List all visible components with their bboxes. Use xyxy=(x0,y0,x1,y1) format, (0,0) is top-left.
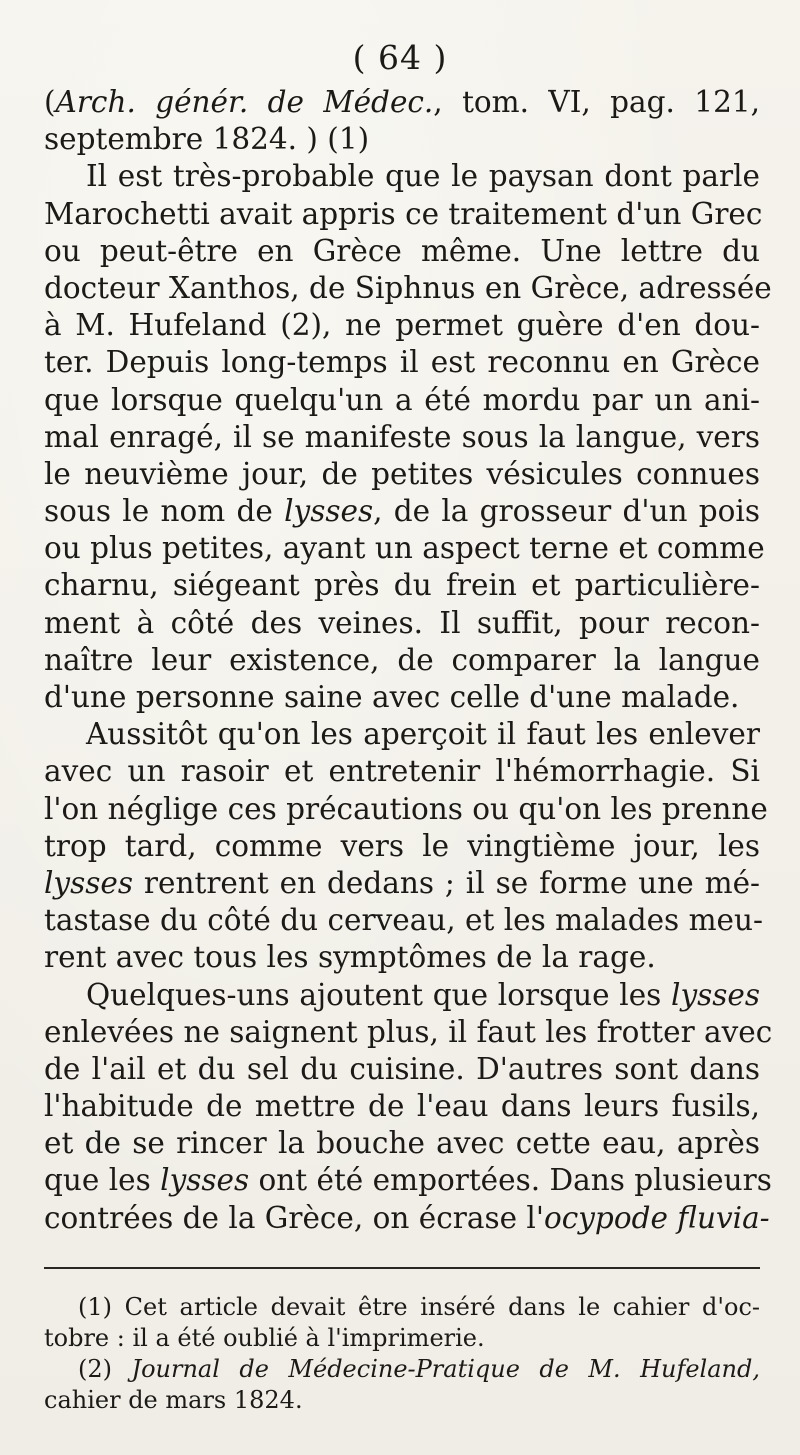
text-segment: d'une personne saine avec celle d'une malade. xyxy=(44,680,740,714)
text-line xyxy=(44,753,760,790)
footnote-line xyxy=(44,1323,760,1354)
text-segment: enlevées ne saignent plus, il faut les frotter avec xyxy=(44,1014,773,1049)
text-line xyxy=(44,493,760,530)
text-line xyxy=(44,1051,760,1088)
text-line xyxy=(44,158,760,195)
text-segment: docteur Xanthos, de Siphnus en Grèce, adressée xyxy=(44,270,772,305)
text-line xyxy=(44,344,760,381)
text-line xyxy=(44,567,760,604)
text-segment: (1) Cet article devait être inséré dans le cahier d'oc- xyxy=(78,1293,760,1321)
footnote-line xyxy=(44,1354,760,1385)
footnote-rule xyxy=(44,1267,760,1269)
text-line xyxy=(44,196,763,233)
text-line xyxy=(44,939,760,976)
text-segment: ter. Depuis long-temps il est reconnu en Grèce xyxy=(44,345,760,380)
text-segment: (2) xyxy=(78,1355,132,1383)
text-line xyxy=(44,791,768,828)
text-segment: naître leur existence, de comparer la langue xyxy=(44,642,760,677)
text-segment: Marochetti avait appris ce traitement d'un Grec xyxy=(44,196,763,231)
text-segment: , de la grosseur d'un pois xyxy=(373,494,761,529)
text-line xyxy=(44,419,760,456)
text-line xyxy=(44,1088,760,1125)
text-segment: de l'ail et du sel du cuisine. D'autres sont dans xyxy=(44,1051,760,1086)
italic-text: lysses xyxy=(160,1163,250,1198)
italic-text: lysses xyxy=(44,865,133,900)
text-line xyxy=(44,902,763,939)
footnote-line xyxy=(44,1292,760,1323)
italic-text: lysses xyxy=(284,494,374,529)
text-segment: que lorsque quelqu'un a été mordu par un ani- xyxy=(44,382,760,417)
text-segment: cahier de mars 1824. xyxy=(44,1386,303,1414)
text-line xyxy=(44,382,760,419)
page-number: ( 64 ) xyxy=(352,38,448,77)
text-line xyxy=(44,865,760,902)
footnote-line xyxy=(44,1385,760,1416)
text-line xyxy=(44,1200,770,1237)
text-line xyxy=(44,307,760,344)
text-segment: rentrent en dedans ; il se forme une mé- xyxy=(132,865,760,900)
text-line xyxy=(44,642,760,679)
text-segment: avec un rasoir et entretenir l'hémorrhagie. Si xyxy=(44,754,760,789)
italic-text: ocypode fluvia- xyxy=(543,1200,770,1235)
text-segment: septembre 1824. ) (1) xyxy=(44,122,370,157)
text-line xyxy=(44,716,760,753)
text-segment: contrées de la Grèce, on écrase l' xyxy=(44,1200,544,1235)
text-line xyxy=(44,977,760,1014)
italic-text: Arch. génér. de Médec. xyxy=(55,85,434,119)
italic-text: Journal de Médecine-Pratique de M. Hufeland, xyxy=(131,1355,760,1383)
text-segment: tobre : il a été oublié à l'imprimerie. xyxy=(44,1324,485,1352)
text-segment: ont été emportées. Dans plusieurs xyxy=(249,1163,772,1198)
text-segment: ment à côté des veines. Il suffit, pour recon- xyxy=(44,605,760,640)
text-line xyxy=(44,828,760,865)
text-segment: et de se rincer la bouche avec cette eau, après xyxy=(44,1126,760,1161)
text-line xyxy=(44,456,760,493)
italic-text: lysses xyxy=(671,977,760,1012)
text-segment: Aussitôt qu'on les aperçoit il faut les enlever xyxy=(86,717,760,752)
text-segment: trop tard, comme vers le vingtième jour, les xyxy=(44,828,760,863)
text-segment: que les xyxy=(44,1163,161,1198)
text-segment: le neuvième jour, de petites vésicules connues xyxy=(44,456,760,491)
text-segment: l'on néglige ces précautions ou qu'on les prenne xyxy=(44,791,768,826)
text-segment: l'habitude de mettre de l'eau dans leurs fusils, xyxy=(44,1089,760,1124)
body-text xyxy=(44,84,773,1237)
text-line xyxy=(44,84,760,121)
text-segment: charnu, siégeant près du frein et particulière- xyxy=(44,568,760,603)
text-segment: Quelques-uns ajoutent que lorsque les xyxy=(86,977,672,1012)
text-line xyxy=(44,1162,772,1199)
text-segment: mal enragé, il se manifeste sous la langue, vers xyxy=(44,419,760,454)
text-line xyxy=(44,679,760,716)
text-line xyxy=(44,270,772,307)
text-line xyxy=(44,1014,773,1051)
text-segment: à M. Hufeland (2), ne permet guère d'en dou- xyxy=(44,308,760,343)
text-segment: , tom. VI, pag. 121, xyxy=(433,85,760,119)
text-segment: ( xyxy=(44,85,56,119)
text-segment: rent avec tous les symptômes de la rage. xyxy=(44,940,656,975)
text-segment: sous le nom de xyxy=(44,494,285,529)
text-line xyxy=(44,121,760,158)
footnotes xyxy=(44,1292,760,1416)
text-line xyxy=(44,233,760,270)
text-line xyxy=(44,605,760,642)
text-line xyxy=(44,530,765,567)
text-segment: tastase du côté du cerveau, et les malades meu- xyxy=(44,903,763,938)
text-segment: ou peut-être en Grèce même. Une lettre du xyxy=(44,233,760,268)
text-segment: ou plus petites, ayant un aspect terne et comme xyxy=(44,531,765,566)
text-segment: Il est très-probable que le paysan dont parle xyxy=(86,159,760,194)
text-line xyxy=(44,1125,760,1162)
